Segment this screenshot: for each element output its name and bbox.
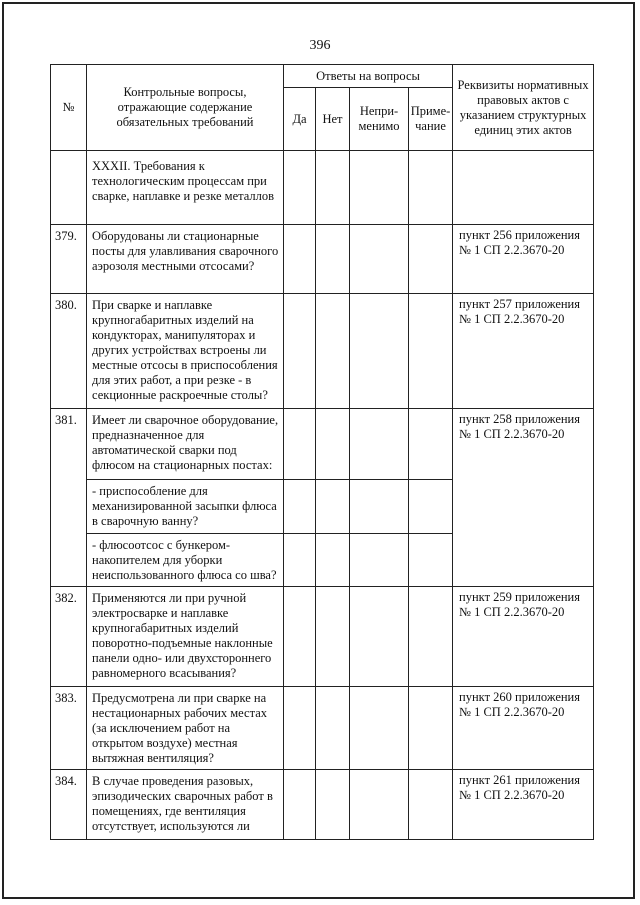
checklist-table [50,64,594,840]
header-num: № [51,65,87,151]
answer-note-cell[interactable] [409,770,453,840]
answer-no-cell[interactable] [316,294,350,409]
row-question: Предусмотрена ли при сварке на нестационарных рабочих местах (за исключением работ на открытом воздухе) местная вытяжная вентиляция? [87,687,284,770]
answer-yes-cell[interactable] [284,770,316,840]
answer-no-cell[interactable] [316,534,350,587]
header-row-top [51,65,594,88]
row-question: В случае проведения разовых, эпизодических сварочных работ в помещениях, где вентиляция отсутствует, используются ли [87,770,284,840]
row-reference: пункт 257 приложения № 1 СП 2.2.3670-20 [453,294,594,409]
answer-no-cell[interactable] [316,770,350,840]
table-row [51,294,594,409]
answer-note-cell[interactable] [409,534,453,587]
row-reference: пункт 260 приложения № 1 СП 2.2.3670-20 [453,687,594,770]
header-yes: Да [284,88,316,151]
answer-cell [316,151,350,225]
answer-na-cell[interactable] [350,409,409,480]
answer-na-cell[interactable] [350,225,409,294]
answer-yes-cell[interactable] [284,480,316,534]
answer-no-cell[interactable] [316,409,350,480]
row-subquestion: - приспособление для механизированной засыпки флюса в сварочную ванну? [87,480,284,534]
answer-note-cell[interactable] [409,409,453,480]
answer-no-cell[interactable] [316,480,350,534]
answer-yes-cell[interactable] [284,225,316,294]
row-question: Оборудованы ли стационарные посты для улавливания сварочного аэрозоля местными отсосами? [87,225,284,294]
answer-cell [409,151,453,225]
answer-note-cell[interactable] [409,480,453,534]
header-questions: Контрольные вопросы, отражающие содержание обязательных требований [87,65,284,151]
answer-yes-cell[interactable] [284,587,316,687]
row-number: 379. [51,225,87,294]
table-row [51,687,594,770]
answer-na-cell[interactable] [350,534,409,587]
answer-na-cell[interactable] [350,294,409,409]
row-reference: пункт 256 приложения № 1 СП 2.2.3670-20 [453,225,594,294]
row-reference: пункт 258 приложения № 1 СП 2.2.3670-20 [453,409,594,587]
page-number: 396 [309,38,331,53]
table-row [51,225,594,294]
answer-cell [350,151,409,225]
table-row [51,770,594,840]
section-num-cell [51,151,87,225]
header-refs: Реквизиты нормативных правовых актов с указанием структурных единиц этих актов [453,65,594,151]
answer-yes-cell[interactable] [284,534,316,587]
answer-note-cell[interactable] [409,587,453,687]
header-na: Непри-менимо [350,88,409,151]
row-number: 382. [51,587,87,687]
answer-note-cell[interactable] [409,687,453,770]
table-row [51,409,594,480]
section-row [51,151,594,225]
row-question: При сварке и наплавке крупногабаритных изделий на кондукторах, манипуляторах и других устройствах встроены ли местные отсосы в приспособления для этих работ, а при резке - в секционные раскроечные столы? [87,294,284,409]
row-question: Применяются ли при ручной электросварке и наплавке крупногабаритных изделий поворотно-подъемные наклонные панели одно- или двухстороннего равномерного всасывания? [87,587,284,687]
row-number: 380. [51,294,87,409]
answer-no-cell[interactable] [316,225,350,294]
answer-no-cell[interactable] [316,587,350,687]
header-note: Приме-чание [409,88,453,151]
answer-note-cell[interactable] [409,225,453,294]
answer-cell [284,151,316,225]
answer-yes-cell[interactable] [284,687,316,770]
answer-note-cell[interactable] [409,294,453,409]
answer-na-cell[interactable] [350,480,409,534]
row-reference: пункт 259 приложения № 1 СП 2.2.3670-20 [453,587,594,687]
section-title: XXXII. Требования к технологическим процессам при сварке, наплавке и резке металлов [87,151,284,225]
row-subquestion: - флюсоотсос с бункером-накопителем для уборки неиспользованного флюса со шва? [87,534,284,587]
answer-no-cell[interactable] [316,687,350,770]
answer-na-cell[interactable] [350,770,409,840]
table-row [51,587,594,687]
ref-cell [453,151,594,225]
answer-yes-cell[interactable] [284,294,316,409]
row-number: 381. [51,409,87,587]
row-question: Имеет ли сварочное оборудование, предназначенное для автоматической сварки под флюсом на стационарных постах: [87,409,284,480]
answer-yes-cell[interactable] [284,409,316,480]
header-no: Нет [316,88,350,151]
answer-na-cell[interactable] [350,587,409,687]
header-answers: Ответы на вопросы [284,65,453,88]
row-number: 383. [51,687,87,770]
row-number: 384. [51,770,87,840]
answer-na-cell[interactable] [350,687,409,770]
row-reference: пункт 261 приложения № 1 СП 2.2.3670-20 [453,770,594,840]
